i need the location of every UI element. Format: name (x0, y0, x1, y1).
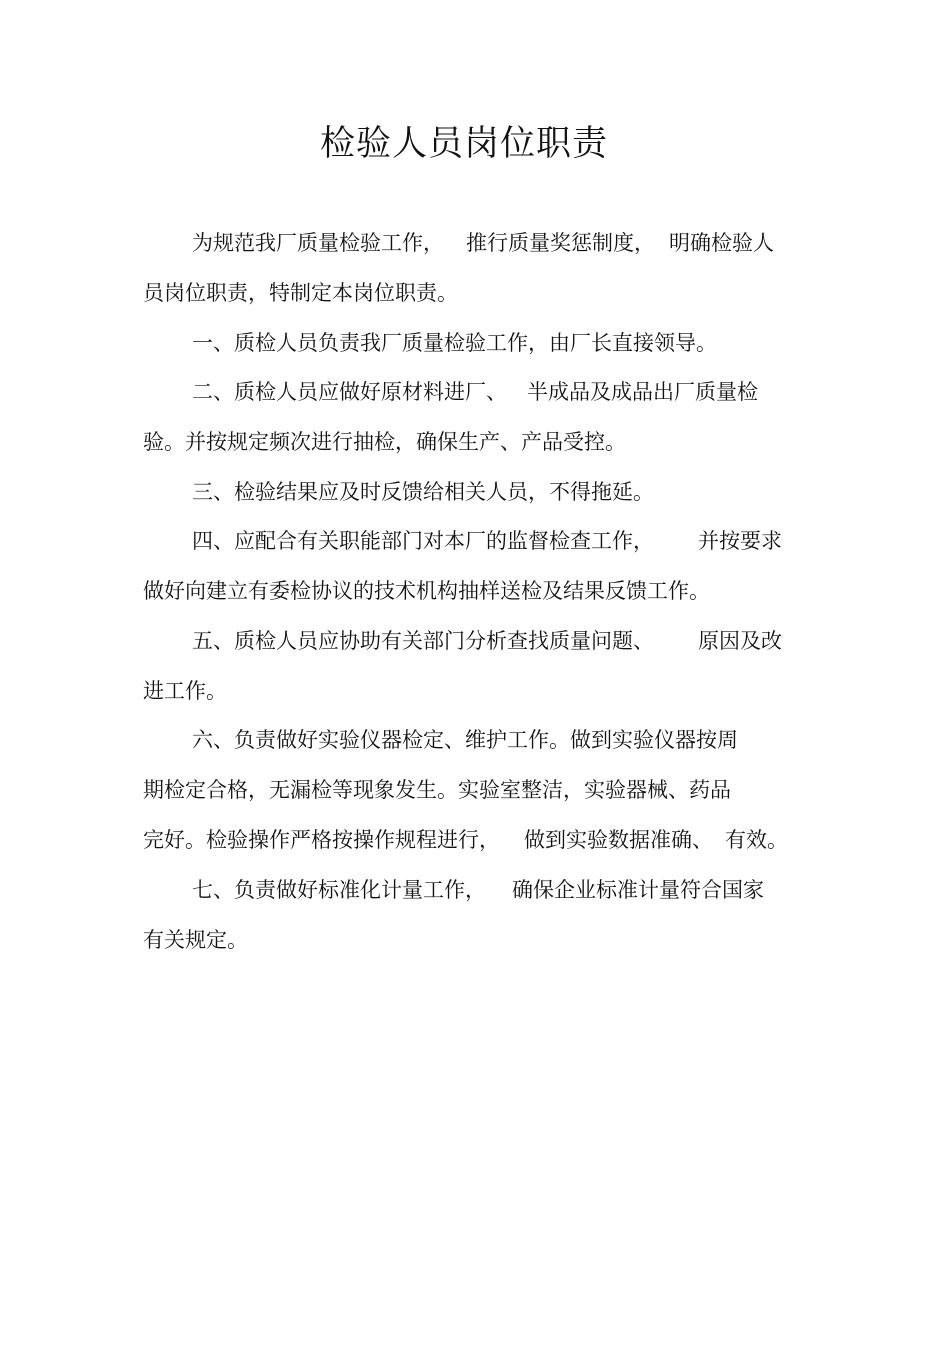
intro-line-1 (192, 229, 774, 257)
item-4-text-1b: 并按要求 (698, 529, 782, 553)
intro-text-1c: 明确检验人 (669, 231, 774, 255)
intro-line-2: 员岗位职责，特制定本岗位职责。 (143, 281, 458, 305)
item-7-line-1 (192, 876, 764, 904)
intro-text-1a: 为规范我厂质量检验工作， (192, 231, 444, 255)
item-4-text-1a: 四、应配合有关职能部门对本厂的监督检查工作， (192, 529, 654, 553)
item-6-line-2: 期检定合格，无漏检等现象发生。实验室整洁，实验器械、药品 (143, 778, 731, 802)
item-6-text-3b: 做到实验数据准确、 (524, 828, 713, 852)
item-2-line-2: 验。并按规定频次进行抽检，确保生产、产品受控。 (143, 430, 626, 454)
item-5-text-1a: 五、质检人员应协助有关部门分析查找质量问题、 (192, 629, 654, 653)
item-4-line-1 (192, 527, 782, 555)
item-6-text-3a: 完好。检验操作严格按操作规程进行， (143, 828, 500, 852)
item-1-line-1: 一、质检人员负责我厂质量检验工作，由厂长直接领导。 (192, 331, 717, 355)
document-title: 检验人员岗位职责 (319, 124, 608, 164)
item-3-line-1: 三、检验结果应及时反馈给相关人员，不得拖延。 (192, 480, 654, 504)
item-2-text-1b: 半成品及成品出厂质量检 (527, 380, 758, 404)
intro-text-1b: 推行质量奖惩制度， (466, 231, 655, 255)
item-4-line-2: 做好向建立有委检协议的技术机构抽样送检及结果反馈工作。 (143, 579, 710, 603)
item-6-line-1: 六、负责做好实验仪器检定、维护工作。做到实验仪器按周 (192, 728, 738, 752)
item-5-text-1b: 原因及改 (698, 629, 782, 653)
item-7-text-1a: 七、负责做好标准化计量工作， (192, 878, 486, 902)
item-2-line-1 (192, 378, 758, 406)
item-5-line-2: 进工作。 (143, 679, 227, 703)
item-7-line-2: 有关规定。 (143, 928, 248, 952)
item-5-line-1 (192, 627, 782, 655)
item-6-text-3c: 有效。 (725, 828, 788, 852)
item-7-text-1b: 确保企业标准计量符合国家 (512, 878, 764, 902)
item-2-text-1a: 二、质检人员应做好原材料进厂、 (192, 380, 507, 404)
item-6-line-3 (143, 826, 788, 854)
